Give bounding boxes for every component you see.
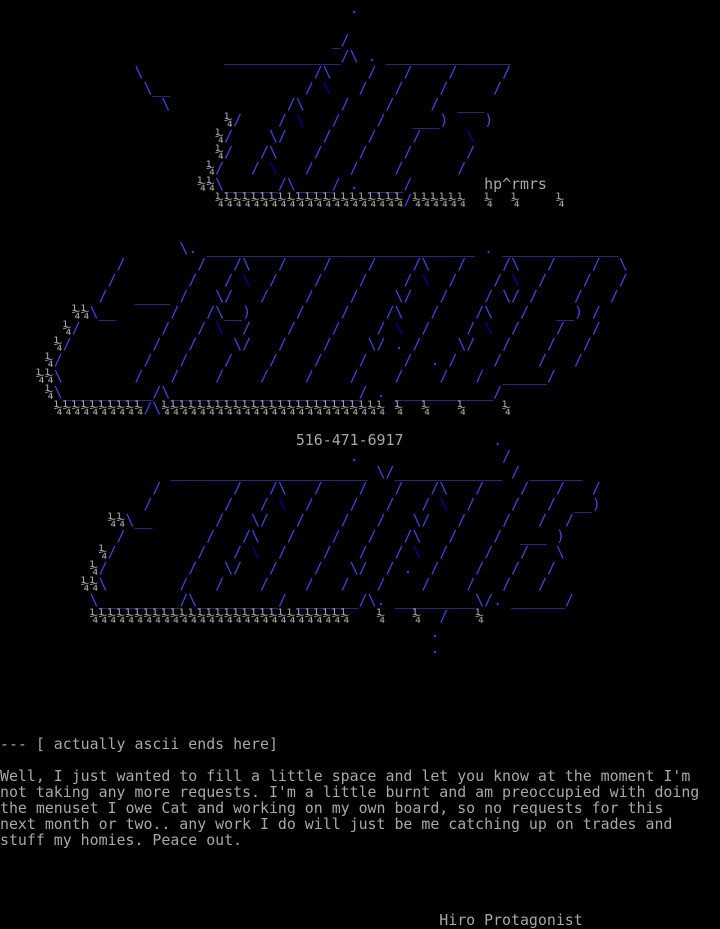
author-signature-line: Hiro Protagonist xyxy=(439,911,583,929)
art-line: ¼¼¼¼¼¼¼¼¼¼¼¼¼¼¼¼¼¼¼¼¼/¼¼¼¼¼¼ ¼ ¼ ¼ xyxy=(215,191,565,209)
art-line xyxy=(0,720,720,736)
art-line: . xyxy=(349,0,359,17)
art-line: \__ / \ / / / / xyxy=(143,79,503,97)
art-line: ______________________ \/____________ / ______ xyxy=(170,463,583,481)
art-line xyxy=(0,688,720,704)
message-line-4: next month or two.. any work I do will just be me catching up on trades and xyxy=(0,815,673,833)
art-line: ¼/ / \ / / ___) ) xyxy=(224,111,494,129)
message-line-5: stuff my homies. Peace out. xyxy=(0,831,243,849)
art-line xyxy=(0,704,720,720)
art-line: / / /\ / / / /\ / /\ / / \ xyxy=(116,255,628,273)
art-line xyxy=(0,896,720,912)
art-line: ¼/ / \ / / / / xyxy=(206,159,467,177)
art-line xyxy=(0,208,720,224)
art-line xyxy=(0,16,720,32)
art-line: _/ xyxy=(331,31,350,49)
message-line-2: not taking any more requests. I'm a little burnt and am preoccupied with doing xyxy=(0,783,700,801)
art-line: . / xyxy=(349,447,512,465)
art-line xyxy=(0,224,720,240)
art-line: \ /\ / / / / xyxy=(134,63,512,81)
art-line: / / /\ / / / /\ / / / / xyxy=(152,479,601,497)
art-line: ¼/ /\ / / / / xyxy=(215,143,476,161)
art-line: ¼/ / / \ / / / / \ / / \ / / / xyxy=(62,319,601,337)
art-line: ¼¼\__ / /\__) / / /\ / /\ / __) / xyxy=(71,303,601,321)
artist-signature-line: ¼¼\______/\____/ . ____/ hp^rmrs xyxy=(197,175,547,193)
art-line: ¼/ / / \ / / / / \ / / / \ xyxy=(98,543,565,561)
art-line xyxy=(0,656,720,672)
art-line xyxy=(0,880,720,896)
art-line: ¼/ / \/ / / \/ / . / / / / xyxy=(89,559,556,577)
art-line: _____________/\ . ______________ xyxy=(224,47,512,65)
art-line: ¼/ / / \/ / / \/ . / \/ / / / xyxy=(53,335,592,353)
message-line-3: the menuset I owe Cat and working on my own board, so no requests for this xyxy=(0,799,664,817)
art-line xyxy=(0,848,720,864)
art-line: . xyxy=(430,623,440,641)
art-line: . xyxy=(430,639,440,657)
art-line xyxy=(0,752,720,768)
art-line: ¼/ \/ / / / \ xyxy=(215,127,476,145)
art-line: / ____ / \/ / / / \/ / / \/ / / / xyxy=(98,287,619,305)
art-line: ¼¼¼¼¼¼¼¼¼¼/\¼¼¼¼¼¼¼¼¼¼¼¼¼¼¼¼¼¼¼¼¼¼¼¼¼ ¼ ¼ ¼ ¼ xyxy=(53,399,512,417)
art-line: \_________/\_________/ _______/\. _________\/. ______/ xyxy=(89,591,574,609)
art-line xyxy=(0,672,720,688)
ascii-end-note-line: --- [ actually ascii ends here] xyxy=(0,735,278,753)
art-line: ¼\__________/\_____________________/ . ___________/ xyxy=(44,383,503,401)
art-line: ¼/ / / / / / / / . / / / / xyxy=(44,351,583,369)
art-line: / / /\ / / / /\ / / ___ ) xyxy=(116,527,565,545)
art-line: \ /\ / / / ___ xyxy=(161,95,485,113)
art-line: ¼¼\__ / \/ / / / \/ / / / / xyxy=(107,511,574,529)
art-line: / / / \ / / / / \ / / / __) xyxy=(143,495,601,513)
art-line: ¼¼\ / / / / / / / / / / xyxy=(80,575,548,593)
art-line: ¼¼¼¼¼¼¼¼¼¼¼¼¼¼¼¼¼¼¼¼¼¼¼¼¼¼¼¼¼ ¼ ¼ / ¼ xyxy=(89,607,485,625)
phone-number-line: 516-471-6917 . xyxy=(295,431,503,449)
message-line-1: Well, I just wanted to fill a little space and let you know at the moment I'm xyxy=(0,767,691,785)
art-line: \. ______________________________ . _____________ xyxy=(179,239,619,257)
art-line xyxy=(0,416,720,432)
art-line: / / / \ / / / / \ / / \ / / / xyxy=(107,271,628,289)
art-line: ¼¼\ / / / / / / / / / _____/ xyxy=(35,367,557,385)
art-line xyxy=(0,864,720,880)
